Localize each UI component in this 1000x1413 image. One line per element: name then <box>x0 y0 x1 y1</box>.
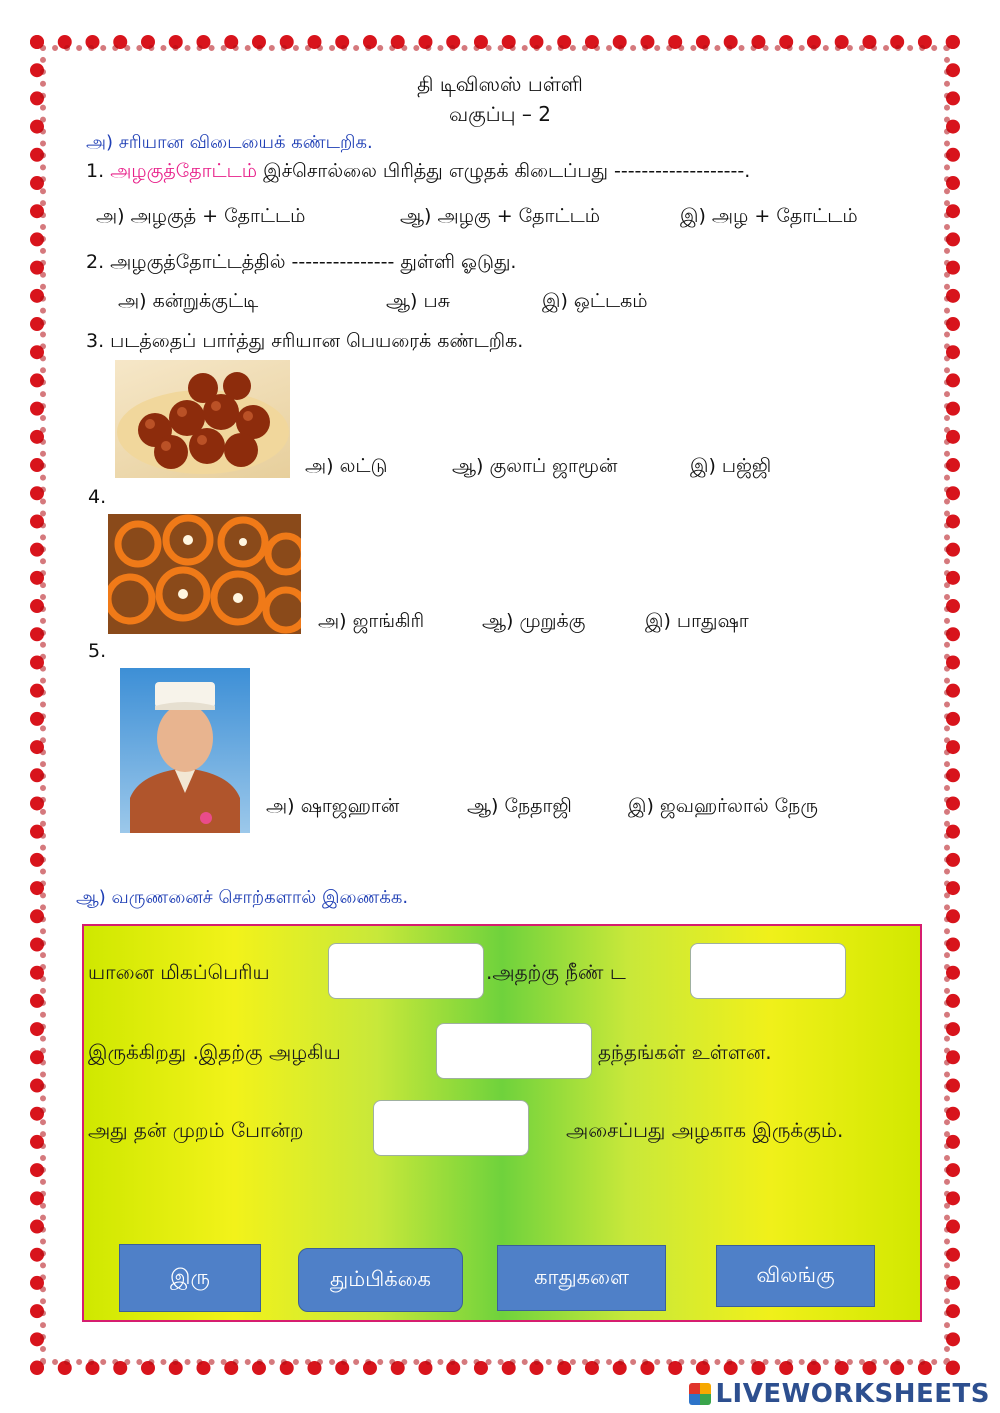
q3-option-c[interactable]: இ) பஜ்ஜி <box>690 455 772 477</box>
q1-option-b[interactable]: ஆ) அழகு + தோட்டம் <box>400 205 600 227</box>
q4-option-a[interactable]: அ) ஜாங்கிரி <box>318 610 425 632</box>
gulab-jamun-image <box>115 360 290 478</box>
nehru-portrait-image <box>120 668 250 833</box>
question-4-number: 4. <box>88 486 107 508</box>
word-chip-kaathugalai[interactable]: காதுகளை <box>497 1245 666 1311</box>
question-1-word: அழகுத்தோட்டம் <box>110 160 258 182</box>
question-3: 3. படத்தைப் பார்த்து சரியான பெயரைக் கண்டறிக. <box>86 330 524 352</box>
question-1-text: இச்சொல்லை பிரித்து எழுதக் கிடைப்பது -------------------. <box>263 160 751 182</box>
drop-box-4[interactable] <box>373 1100 529 1156</box>
question-1 <box>86 160 750 185</box>
q5-option-a[interactable]: அ) ஷாஜஹான் <box>266 795 400 817</box>
sentence-2-end: தந்தங்கள் உள்ளன. <box>598 1040 772 1064</box>
jangiri-image <box>108 514 301 634</box>
q3-option-a[interactable]: அ) லட்டு <box>305 455 388 477</box>
q2-option-c[interactable]: இ) ஒட்டகம் <box>542 290 648 312</box>
sentence-3-start: அது தன் முறம் போன்ற <box>88 1118 304 1142</box>
q4-option-b[interactable]: ஆ) முறுக்கு <box>482 610 586 632</box>
drop-box-2[interactable] <box>690 943 846 999</box>
question-1-number: 1. <box>86 160 105 182</box>
sentence-1-end: .அதற்கு நீண் ட <box>486 960 626 984</box>
drop-box-1[interactable] <box>328 943 484 999</box>
section-b-title: ஆ) வருணனைச் சொற்களால் இணைக்க. <box>76 887 409 908</box>
grade-label: வகுப்பு – 2 <box>448 102 551 126</box>
sentence-1-start: யானை மிகப்பெரிய <box>88 960 270 984</box>
q3-option-b[interactable]: ஆ) குலாப் ஜாமூன் <box>452 455 618 477</box>
word-chip-vilangu[interactable]: விலங்கு <box>716 1245 875 1307</box>
q5-option-b[interactable]: ஆ) நேதாஜி <box>467 795 572 817</box>
q4-option-c[interactable]: இ) பாதுஷா <box>645 610 749 632</box>
section-a-title: அ) சரியான விடையைக் கண்டறிக. <box>86 132 373 153</box>
drop-box-3[interactable] <box>436 1023 592 1079</box>
brand-text: LIVEWORKSHEETS <box>715 1379 990 1409</box>
sentence-3-end: அசைப்பது அழகாக இருக்கும். <box>566 1118 844 1142</box>
q1-option-a[interactable]: அ) அழகுத் + தோட்டம் <box>96 205 306 227</box>
question-2: 2. அழகுத்தோட்டத்தில் --------------- துள்ளி ஓடுது. <box>86 251 517 273</box>
liveworksheets-brand[interactable] <box>689 1379 990 1409</box>
question-5-number: 5. <box>88 640 107 662</box>
word-chip-thumbikkai[interactable]: தும்பிக்கை <box>298 1248 463 1312</box>
sentence-2-start: இருக்கிறது .இதற்கு அழகிய <box>88 1040 341 1064</box>
liveworksheets-logo-icon <box>689 1383 711 1405</box>
word-chip-iru[interactable]: இரு <box>119 1244 261 1312</box>
q2-option-a[interactable]: அ) கன்றுக்குட்டி <box>118 290 259 312</box>
q5-option-c[interactable]: இ) ஜவஹர்லால் நேரு <box>628 795 818 817</box>
q1-option-c[interactable]: இ) அழ + தோட்டம் <box>680 205 858 227</box>
q2-option-b[interactable]: ஆ) பசு <box>386 290 451 312</box>
school-name: தி டிவிஸஸ் பள்ளி <box>417 72 583 96</box>
